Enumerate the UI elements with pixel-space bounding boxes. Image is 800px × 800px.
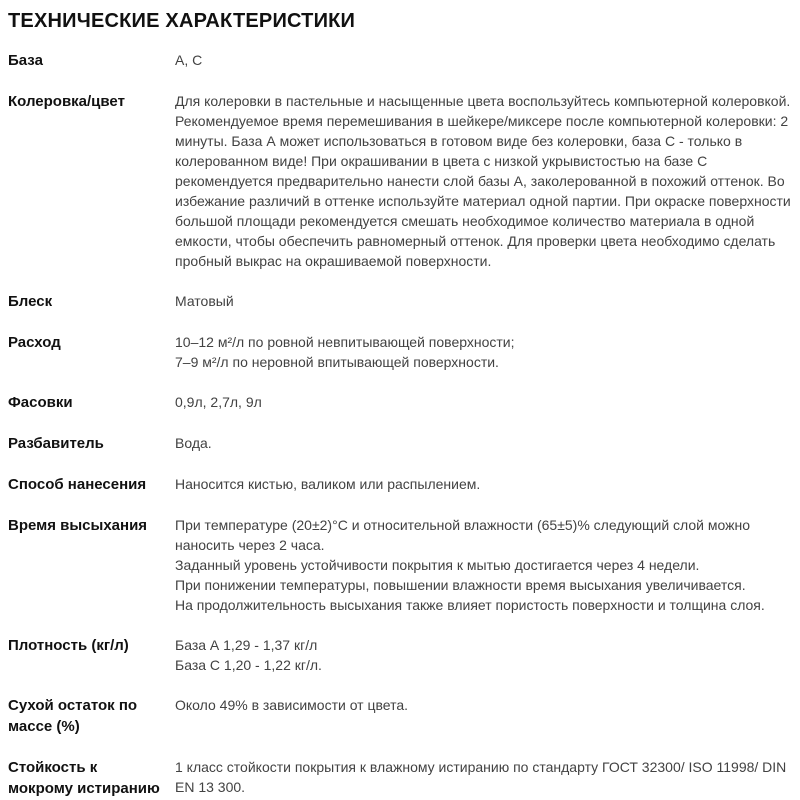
spec-row-base [8,50,798,71]
spec-label: Время высыхания [8,517,148,534]
spec-value-text: Около 49% в зависимости от цвета. [175,697,409,713]
spec-row-gloss [8,291,798,312]
spec-label: Сухой остаток по массе (%) [8,697,138,735]
spec-value-text: Для колеровки в пастельные и насыщенные цвета воспользуйтесь компьютерной колеровкой. Рекомендуемое время перемешивания в шейкере/миксере после компьютерной колеровки: 2 минуты. База А может использоваться в готовом виде без колеровки, база С - только в колерованном виде! При окрашивании в цвета с низкой укрывистостью на базе С рекомендуется предварительно нанести слой базы А, заколерованной в похожий оттенок. Во избежание различий в оттенке используйте материал одной партии. При окраске поверхности большой площади рекомендуется смешать необходимое количество материала в одной емкости, чтобы обеспечить равномерный оттенок. Для проверки цвета необходимо сделать пробный выкрас на окрашиваемой поверхности. [175,93,791,269]
spec-value [175,757,798,797]
spec-row-application-method [8,474,798,495]
spec-value-text: А, С [175,52,203,68]
spec-value [175,291,798,311]
spec-value [175,515,798,615]
spec-value-text: 10–12 м²/л по ровной невпитывающей поверхности; [175,334,515,350]
spec-label: Блеск [8,293,53,310]
spec-label: Плотность (кг/л) [8,637,129,654]
spec-value [175,474,798,494]
spec-value-text: На продолжительность высыхания также влияет пористость поверхности и толщина слоя. [175,597,765,613]
spec-label: Колеровка/цвет [8,93,125,110]
spec-value-text: При понижении температуры, повышении влажности время высыхания увеличивается. [175,577,746,593]
spec-value-text: 0,9л, 2,7л, 9л [175,394,262,410]
spec-value-text: База А 1,29 - 1,37 кг/л [175,637,318,653]
spec-row-dry-residue [8,695,798,737]
spec-value-text: Матовый [175,293,234,309]
spec-row-density [8,635,798,675]
spec-table [8,50,798,799]
spec-label: Расход [8,334,61,351]
spec-label: База [8,52,43,69]
spec-value [175,332,798,372]
spec-value [175,392,798,412]
spec-label: Стойкость к мокрому истиранию [8,759,160,797]
spec-value-text: Наносится кистью, валиком или распылением. [175,476,481,492]
spec-value-text: При температуре (20±2)°С и относительной влажности (65±5)% следующий слой можно наносить через 2 часа. [175,517,751,553]
spec-value [175,695,798,715]
spec-row-wet-scrub-resistance [8,757,798,799]
spec-value [175,91,798,271]
spec-value [175,635,798,675]
spec-value-text: База С 1,20 - 1,22 кг/л. [175,657,322,673]
spec-value [175,433,798,453]
spec-value-text: Заданный уровень устойчивости покрытия к мытью достигается через 4 недели. [175,557,700,573]
page-title: ТЕХНИЧЕСКИЕ ХАРАКТЕРИСТИКИ [8,10,356,32]
spec-value-text: 7–9 м²/л по неровной впитывающей поверхности. [175,354,499,370]
spec-label: Способ нанесения [8,476,147,493]
spec-row-thinner [8,433,798,454]
spec-row-drying-time [8,515,798,615]
spec-row-pack-sizes [8,392,798,413]
spec-row-consumption [8,332,798,372]
spec-label: Фасовки [8,394,73,411]
spec-value-text: Вода. [175,435,212,451]
spec-label: Разбавитель [8,435,104,452]
spec-value [175,50,798,70]
spec-value-text: 1 класс стойкости покрытия к влажному истиранию по стандарту ГОСТ 32300/ ISO 11998/ DIN EN 13 300. [175,759,787,795]
spec-row-tinting [8,91,798,271]
